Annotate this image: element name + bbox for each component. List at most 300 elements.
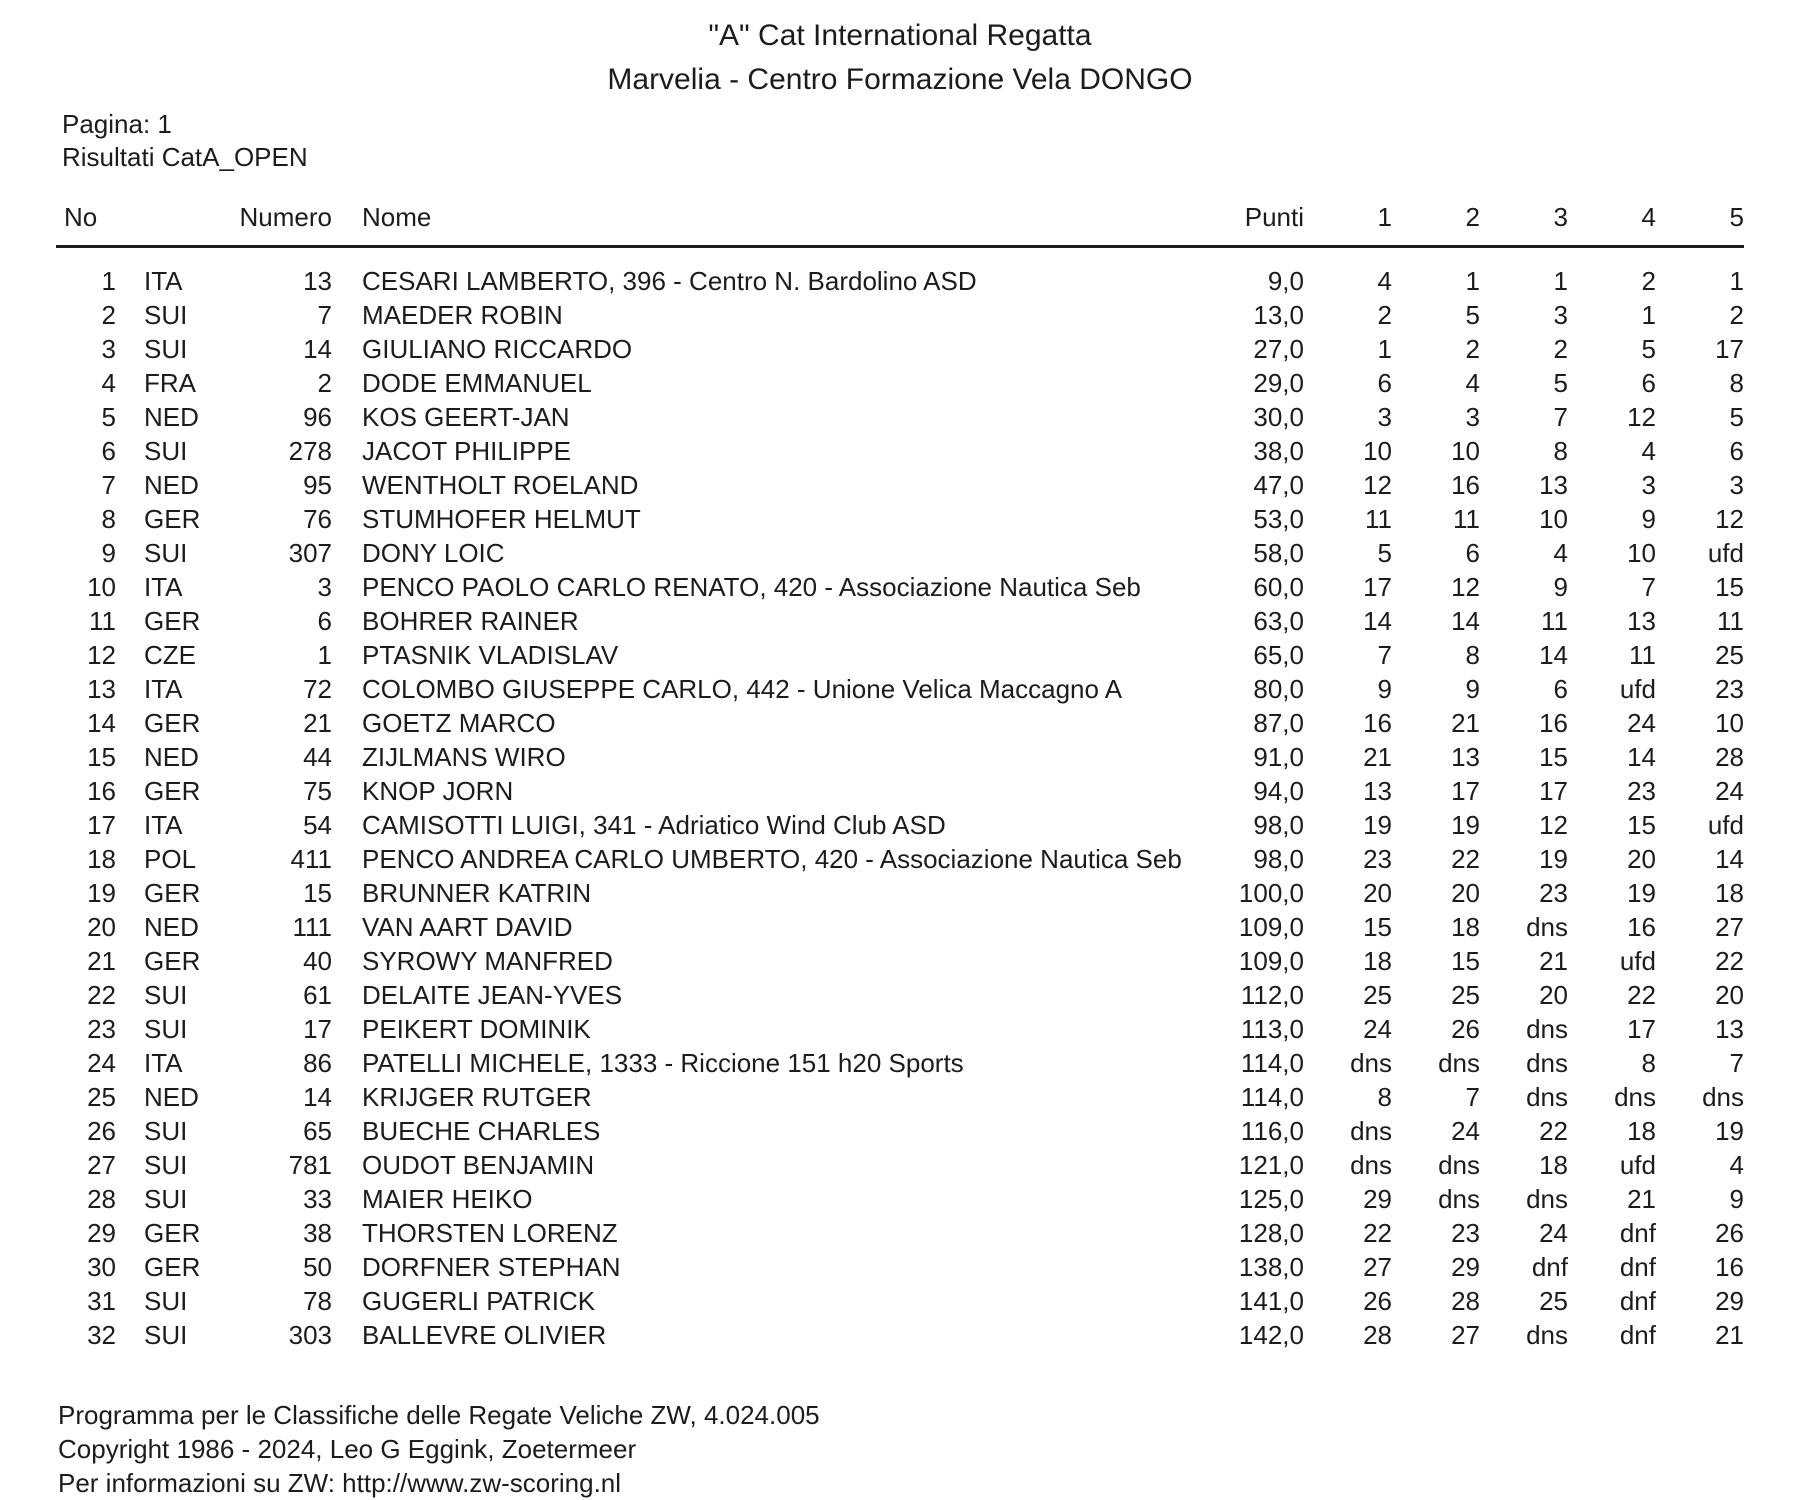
cell-race-1-result: 8 xyxy=(1377,1082,1392,1112)
cell-race-4-result: 19 xyxy=(1627,878,1656,908)
document-page xyxy=(0,14,1800,1500)
meta-block xyxy=(62,108,1800,174)
cell-race-3-result: 11 xyxy=(1541,606,1568,636)
page-number-label: Pagina: 1 xyxy=(62,109,172,139)
cell-competitor-name: CAMISOTTI LUIGI, 341 - Adriatico Wind Club ASD xyxy=(362,810,946,840)
table-row xyxy=(56,978,1744,1012)
cell-race-4-result: dnf xyxy=(1619,1286,1656,1316)
cell-race-3-result: 21 xyxy=(1539,946,1568,976)
cell-race-5-result: 18 xyxy=(1715,878,1744,908)
cell-position: 11 xyxy=(89,606,116,636)
cell-race-4-result: dnf xyxy=(1619,1218,1656,1248)
cell-race-5-result: 20 xyxy=(1715,980,1744,1010)
cell-sail-number: 78 xyxy=(303,1286,332,1316)
column-header-race-1: 1 xyxy=(1304,202,1392,247)
cell-race-1-result: 19 xyxy=(1363,810,1392,840)
cell-race-4-result: 3 xyxy=(1641,470,1656,500)
column-header-race-5: 5 xyxy=(1656,202,1744,247)
cell-race-3-result: dns xyxy=(1526,1184,1568,1214)
cell-race-1-result: 26 xyxy=(1363,1286,1392,1316)
cell-nation: SUI xyxy=(144,1150,188,1180)
cell-points: 98,0 xyxy=(1253,810,1304,840)
cell-race-2-result: 9 xyxy=(1465,674,1480,704)
cell-race-2-result: 8 xyxy=(1465,640,1480,670)
cell-points: 29,0 xyxy=(1253,368,1304,398)
cell-race-1-result: 11 xyxy=(1365,504,1392,534)
cell-sail-number: 44 xyxy=(303,742,332,772)
cell-race-4-result: 23 xyxy=(1627,776,1656,806)
cell-race-1-result: 6 xyxy=(1377,368,1392,398)
cell-nation: GER xyxy=(144,606,201,636)
cell-nation: SUI xyxy=(144,334,188,364)
table-row xyxy=(56,366,1744,400)
cell-points: 58,0 xyxy=(1253,538,1304,568)
cell-race-5-result: 3 xyxy=(1729,470,1744,500)
footer-info-line: Per informazioni su ZW: http://www.zw-scoring.nl xyxy=(58,1468,622,1498)
cell-sail-number: 54 xyxy=(303,810,332,840)
cell-race-3-result: 4 xyxy=(1553,538,1568,568)
table-row xyxy=(56,1284,1744,1318)
cell-race-1-result: 18 xyxy=(1363,946,1392,976)
cell-nation: FRA xyxy=(144,368,196,398)
cell-sail-number: 86 xyxy=(303,1048,332,1078)
table-row xyxy=(56,332,1744,366)
table-row xyxy=(56,570,1744,604)
cell-points: 142,0 xyxy=(1238,1320,1304,1350)
cell-sail-number: 3 xyxy=(317,572,332,602)
cell-nation: SUI xyxy=(144,1014,188,1044)
cell-race-1-result: 16 xyxy=(1363,708,1392,738)
cell-nation: ITA xyxy=(144,1048,183,1078)
table-row xyxy=(56,876,1744,910)
cell-race-5-result: 11 xyxy=(1717,606,1744,636)
table-row xyxy=(56,638,1744,672)
cell-race-5-result: 25 xyxy=(1715,640,1744,670)
column-header-no: No xyxy=(56,202,116,247)
title-block xyxy=(0,14,1800,102)
cell-race-5-result: 24 xyxy=(1715,776,1744,806)
cell-position: 32 xyxy=(87,1320,116,1350)
cell-position: 9 xyxy=(101,538,116,568)
cell-nation: SUI xyxy=(144,436,188,466)
cell-race-3-result: 10 xyxy=(1539,504,1568,534)
table-row xyxy=(56,604,1744,638)
table-row xyxy=(56,1080,1744,1114)
cell-position: 26 xyxy=(87,1116,116,1146)
cell-race-5-result: 28 xyxy=(1715,742,1744,772)
cell-sail-number: 781 xyxy=(288,1150,332,1180)
footer-copyright-line: Copyright 1986 - 2024, Leo G Eggink, Zoetermeer xyxy=(58,1434,637,1464)
cell-race-2-result: 16 xyxy=(1451,470,1480,500)
cell-race-3-result: 13 xyxy=(1539,470,1568,500)
cell-points: 138,0 xyxy=(1238,1252,1304,1282)
cell-competitor-name: GIULIANO RICCARDO xyxy=(362,334,633,364)
cell-race-5-result: ufd xyxy=(1707,810,1744,840)
cell-competitor-name: DELAITE JEAN-YVES xyxy=(362,980,623,1010)
header-spacer-cell xyxy=(56,247,1744,265)
cell-race-3-result: 14 xyxy=(1539,640,1568,670)
cell-race-4-result: dnf xyxy=(1619,1320,1656,1350)
table-row xyxy=(56,298,1744,332)
column-header-punti: Punti xyxy=(1186,202,1304,247)
cell-race-1-result: 29 xyxy=(1363,1184,1392,1214)
cell-sail-number: 38 xyxy=(303,1218,332,1248)
cell-race-1-result: 14 xyxy=(1363,606,1392,636)
cell-race-5-result: 22 xyxy=(1715,946,1744,976)
cell-points: 113,0 xyxy=(1240,1014,1304,1044)
cell-race-2-result: 14 xyxy=(1451,606,1480,636)
cell-race-5-result: 16 xyxy=(1715,1252,1744,1282)
table-row xyxy=(56,1318,1744,1352)
cell-race-5-result: 27 xyxy=(1715,912,1744,942)
cell-position: 2 xyxy=(101,300,116,330)
results-table xyxy=(56,202,1744,1352)
cell-competitor-name: KOS GEERT-JAN xyxy=(362,402,570,432)
cell-race-2-result: 21 xyxy=(1451,708,1480,738)
cell-sail-number: 76 xyxy=(303,504,332,534)
cell-sail-number: 95 xyxy=(303,470,332,500)
cell-race-4-result: 2 xyxy=(1641,266,1656,296)
cell-points: 109,0 xyxy=(1238,946,1304,976)
table-row xyxy=(56,400,1744,434)
cell-race-3-result: 9 xyxy=(1553,572,1568,602)
cell-race-5-result: 19 xyxy=(1715,1116,1744,1146)
cell-race-2-result: 19 xyxy=(1451,810,1480,840)
table-row xyxy=(56,1046,1744,1080)
cell-race-3-result: 24 xyxy=(1539,1218,1568,1248)
cell-sail-number: 21 xyxy=(303,708,332,738)
cell-race-3-result: 16 xyxy=(1539,708,1568,738)
cell-competitor-name: PENCO ANDREA CARLO UMBERTO, 420 - Associazione Nautica Seb xyxy=(362,844,1182,874)
cell-nation: GER xyxy=(144,946,201,976)
cell-competitor-name: DONY LOIC xyxy=(362,538,505,568)
table-row xyxy=(56,808,1744,842)
table-row xyxy=(56,502,1744,536)
table-row xyxy=(56,468,1744,502)
cell-competitor-name: GUGERLI PATRICK xyxy=(362,1286,596,1316)
cell-race-1-result: dns xyxy=(1350,1150,1392,1180)
cell-competitor-name: COLOMBO GIUSEPPE CARLO, 442 - Unione Velica Maccagno A xyxy=(362,674,1123,704)
cell-points: 141,0 xyxy=(1238,1286,1304,1316)
cell-points: 114,0 xyxy=(1240,1082,1304,1112)
cell-race-4-result: ufd xyxy=(1619,674,1656,704)
header-spacer xyxy=(56,247,1744,265)
cell-competitor-name: BUECHE CHARLES xyxy=(362,1116,601,1146)
cell-race-4-result: 5 xyxy=(1641,334,1656,364)
cell-race-3-result: 12 xyxy=(1539,810,1568,840)
cell-points: 116,0 xyxy=(1240,1116,1304,1146)
table-row xyxy=(56,706,1744,740)
cell-nation: SUI xyxy=(144,1320,188,1350)
cell-race-5-result: 12 xyxy=(1715,504,1744,534)
cell-race-2-result: 2 xyxy=(1465,334,1480,364)
cell-points: 27,0 xyxy=(1253,334,1304,364)
cell-position: 27 xyxy=(87,1150,116,1180)
table-row xyxy=(56,264,1744,298)
cell-race-2-result: 6 xyxy=(1465,538,1480,568)
cell-nation: SUI xyxy=(144,1184,188,1214)
cell-competitor-name: PATELLI MICHELE, 1333 - Riccione 151 h20 Sports xyxy=(362,1048,964,1078)
table-row xyxy=(56,672,1744,706)
cell-sail-number: 307 xyxy=(288,538,332,568)
table-row xyxy=(56,910,1744,944)
cell-competitor-name: PENCO PAOLO CARLO RENATO, 420 - Associazione Nautica Seb xyxy=(362,572,1141,602)
cell-competitor-name: OUDOT BENJAMIN xyxy=(362,1150,595,1180)
cell-race-4-result: 14 xyxy=(1627,742,1656,772)
cell-position: 31 xyxy=(87,1286,116,1316)
cell-nation: GER xyxy=(144,504,201,534)
cell-nation: NED xyxy=(144,1082,199,1112)
cell-race-5-result: 6 xyxy=(1729,436,1744,466)
cell-points: 60,0 xyxy=(1253,572,1304,602)
cell-sail-number: 61 xyxy=(303,980,332,1010)
cell-sail-number: 40 xyxy=(303,946,332,976)
cell-race-2-result: 13 xyxy=(1451,742,1480,772)
cell-race-4-result: 20 xyxy=(1627,844,1656,874)
cell-competitor-name: KRIJGER RUTGER xyxy=(362,1082,592,1112)
cell-race-4-result: 18 xyxy=(1627,1116,1656,1146)
cell-race-2-result: 15 xyxy=(1451,946,1480,976)
cell-points: 125,0 xyxy=(1238,1184,1304,1214)
cell-race-3-result: dns xyxy=(1526,1014,1568,1044)
table-row xyxy=(56,842,1744,876)
cell-competitor-name: DORFNER STEPHAN xyxy=(362,1252,621,1282)
cell-race-4-result: 7 xyxy=(1641,572,1656,602)
cell-race-1-result: dns xyxy=(1350,1116,1392,1146)
cell-nation: SUI xyxy=(144,980,188,1010)
cell-race-3-result: 18 xyxy=(1539,1150,1568,1180)
cell-race-1-result: 22 xyxy=(1363,1218,1392,1248)
cell-sail-number: 50 xyxy=(303,1252,332,1282)
cell-race-5-result: 7 xyxy=(1729,1048,1744,1078)
cell-nation: GER xyxy=(144,776,201,806)
cell-sail-number: 72 xyxy=(303,674,332,704)
cell-race-1-result: 20 xyxy=(1363,878,1392,908)
cell-nation: GER xyxy=(144,878,201,908)
cell-points: 109,0 xyxy=(1238,912,1304,942)
cell-race-2-result: 28 xyxy=(1451,1286,1480,1316)
table-row xyxy=(56,944,1744,978)
cell-points: 63,0 xyxy=(1253,606,1304,636)
cell-race-4-result: 12 xyxy=(1627,402,1656,432)
cell-race-3-result: 17 xyxy=(1539,776,1568,806)
table-row xyxy=(56,774,1744,808)
cell-sail-number: 33 xyxy=(303,1184,332,1214)
cell-race-5-result: 26 xyxy=(1715,1218,1744,1248)
cell-race-1-result: 25 xyxy=(1363,980,1392,1010)
table-row xyxy=(56,1148,1744,1182)
cell-competitor-name: DODE EMMANUEL xyxy=(362,368,592,398)
table-row xyxy=(56,1012,1744,1046)
cell-sail-number: 15 xyxy=(303,878,332,908)
cell-race-2-result: dns xyxy=(1438,1150,1480,1180)
cell-position: 17 xyxy=(87,810,116,840)
cell-competitor-name: CESARI LAMBERTO, 396 - Centro N. Bardolino ASD xyxy=(362,266,977,296)
cell-competitor-name: JACOT PHILIPPE xyxy=(362,436,572,466)
cell-nation: POL xyxy=(144,844,197,874)
cell-race-5-result: 2 xyxy=(1729,300,1744,330)
cell-competitor-name: PTASNIK VLADISLAV xyxy=(362,640,619,670)
cell-points: 94,0 xyxy=(1253,776,1304,806)
cell-position: 13 xyxy=(87,674,116,704)
cell-race-2-result: 3 xyxy=(1465,402,1480,432)
cell-sail-number: 96 xyxy=(303,402,332,432)
cell-position: 16 xyxy=(87,776,116,806)
cell-race-1-result: 7 xyxy=(1377,640,1392,670)
column-header-nome: Nome xyxy=(332,202,1186,247)
cell-points: 38,0 xyxy=(1253,436,1304,466)
cell-position: 18 xyxy=(87,844,116,874)
cell-race-3-result: 22 xyxy=(1539,1116,1568,1146)
cell-points: 65,0 xyxy=(1253,640,1304,670)
cell-race-2-result: 24 xyxy=(1451,1116,1480,1146)
cell-sail-number: 14 xyxy=(303,1082,332,1112)
cell-race-4-result: 6 xyxy=(1641,368,1656,398)
cell-race-3-result: 23 xyxy=(1539,878,1568,908)
cell-race-2-result: 4 xyxy=(1465,368,1480,398)
cell-nation: GER xyxy=(144,1218,201,1248)
cell-race-2-result: 20 xyxy=(1451,878,1480,908)
cell-position: 25 xyxy=(87,1082,116,1112)
cell-position: 3 xyxy=(101,334,116,364)
table-row xyxy=(56,434,1744,468)
cell-position: 4 xyxy=(101,368,116,398)
cell-competitor-name: THORSTEN LORENZ xyxy=(362,1218,618,1248)
cell-points: 121,0 xyxy=(1238,1150,1304,1180)
cell-sail-number: 17 xyxy=(303,1014,332,1044)
cell-race-2-result: 5 xyxy=(1465,300,1480,330)
cell-race-5-result: 9 xyxy=(1729,1184,1744,1214)
cell-race-4-result: 13 xyxy=(1627,606,1656,636)
cell-points: 128,0 xyxy=(1238,1218,1304,1248)
cell-sail-number: 65 xyxy=(303,1116,332,1146)
cell-position: 8 xyxy=(101,504,116,534)
cell-sail-number: 111 xyxy=(292,912,332,942)
footer-program-line: Programma per le Classifiche delle Regate Veliche ZW, 4.024.005 xyxy=(58,1400,820,1430)
cell-race-4-result: ufd xyxy=(1619,946,1656,976)
cell-points: 100,0 xyxy=(1238,878,1304,908)
cell-race-5-result: 1 xyxy=(1729,266,1744,296)
cell-race-4-result: ufd xyxy=(1619,1150,1656,1180)
document-footer xyxy=(58,1398,1800,1500)
cell-nation: NED xyxy=(144,402,199,432)
cell-race-2-result: 22 xyxy=(1451,844,1480,874)
cell-position: 1 xyxy=(101,266,116,296)
cell-race-5-result: 17 xyxy=(1715,334,1744,364)
cell-points: 13,0 xyxy=(1253,300,1304,330)
table-row xyxy=(56,1114,1744,1148)
table-row xyxy=(56,1182,1744,1216)
cell-race-3-result: 1 xyxy=(1553,266,1568,296)
cell-sail-number: 1 xyxy=(317,640,332,670)
cell-competitor-name: KNOP JORN xyxy=(362,776,514,806)
cell-race-1-result: 2 xyxy=(1377,300,1392,330)
cell-race-1-result: dns xyxy=(1350,1048,1392,1078)
cell-nation: GER xyxy=(144,708,201,738)
cell-position: 5 xyxy=(101,402,116,432)
cell-position: 29 xyxy=(87,1218,116,1248)
cell-competitor-name: GOETZ MARCO xyxy=(362,708,556,738)
results-table-body xyxy=(56,264,1744,1352)
page-subtitle: Marvelia - Centro Formazione Vela DONGO xyxy=(607,63,1193,96)
cell-sail-number: 13 xyxy=(303,266,332,296)
cell-sail-number: 411 xyxy=(290,844,332,874)
cell-points: 47,0 xyxy=(1253,470,1304,500)
cell-race-5-result: 21 xyxy=(1715,1320,1744,1350)
cell-competitor-name: WENTHOLT ROELAND xyxy=(362,470,639,500)
cell-race-1-result: 27 xyxy=(1363,1252,1392,1282)
cell-race-1-result: 21 xyxy=(1363,742,1392,772)
page-title: "A" Cat International Regatta xyxy=(708,19,1092,52)
cell-race-2-result: dns xyxy=(1438,1184,1480,1214)
cell-position: 12 xyxy=(87,640,116,670)
cell-competitor-name: BALLEVRE OLIVIER xyxy=(362,1320,607,1350)
cell-race-5-result: ufd xyxy=(1707,538,1744,568)
cell-race-3-result: 6 xyxy=(1553,674,1568,704)
cell-race-4-result: 1 xyxy=(1641,300,1656,330)
cell-race-4-result: 8 xyxy=(1641,1048,1656,1078)
cell-race-5-result: 13 xyxy=(1715,1014,1744,1044)
cell-points: 53,0 xyxy=(1253,504,1304,534)
cell-nation: ITA xyxy=(144,810,183,840)
table-header-row xyxy=(56,202,1744,247)
cell-competitor-name: BRUNNER KATRIN xyxy=(362,878,592,908)
cell-nation: NED xyxy=(144,470,199,500)
cell-points: 30,0 xyxy=(1253,402,1304,432)
cell-race-4-result: 4 xyxy=(1641,436,1656,466)
cell-race-4-result: dnf xyxy=(1619,1252,1656,1282)
cell-points: 87,0 xyxy=(1253,708,1304,738)
cell-race-1-result: 12 xyxy=(1363,470,1392,500)
cell-nation: NED xyxy=(144,912,199,942)
cell-race-1-result: 5 xyxy=(1377,538,1392,568)
cell-race-5-result: 4 xyxy=(1729,1150,1744,1180)
cell-race-3-result: dnf xyxy=(1531,1252,1568,1282)
results-category-label: Risultati CatA_OPEN xyxy=(62,142,308,172)
column-header-race-2: 2 xyxy=(1392,202,1480,247)
cell-sail-number: 303 xyxy=(288,1320,332,1350)
cell-points: 80,0 xyxy=(1253,674,1304,704)
cell-race-2-result: 23 xyxy=(1451,1218,1480,1248)
cell-race-2-result: 29 xyxy=(1451,1252,1480,1282)
cell-points: 91,0 xyxy=(1253,742,1304,772)
cell-race-1-result: 4 xyxy=(1377,266,1392,296)
cell-nation: CZE xyxy=(144,640,196,670)
cell-sail-number: 14 xyxy=(303,334,332,364)
column-header-numero: Numero xyxy=(236,202,332,247)
cell-race-4-result: 9 xyxy=(1641,504,1656,534)
cell-race-1-result: 9 xyxy=(1377,674,1392,704)
column-header-nation xyxy=(116,202,236,247)
cell-race-2-result: 12 xyxy=(1451,572,1480,602)
cell-race-3-result: dns xyxy=(1526,1048,1568,1078)
cell-race-2-result: 26 xyxy=(1451,1014,1480,1044)
cell-race-4-result: 10 xyxy=(1627,538,1656,568)
cell-race-4-result: 22 xyxy=(1627,980,1656,1010)
cell-competitor-name: PEIKERT DOMINIK xyxy=(362,1014,591,1044)
cell-race-4-result: dns xyxy=(1614,1082,1656,1112)
cell-competitor-name: BOHRER RAINER xyxy=(362,606,579,636)
column-header-race-4: 4 xyxy=(1568,202,1656,247)
cell-race-4-result: 11 xyxy=(1629,640,1656,670)
cell-race-1-result: 17 xyxy=(1363,572,1392,602)
cell-nation: NED xyxy=(144,742,199,772)
cell-race-1-result: 1 xyxy=(1377,334,1392,364)
cell-race-3-result: dns xyxy=(1526,1320,1568,1350)
cell-race-3-result: 8 xyxy=(1553,436,1568,466)
cell-race-3-result: 25 xyxy=(1539,1286,1568,1316)
cell-sail-number: 2 xyxy=(317,368,332,398)
